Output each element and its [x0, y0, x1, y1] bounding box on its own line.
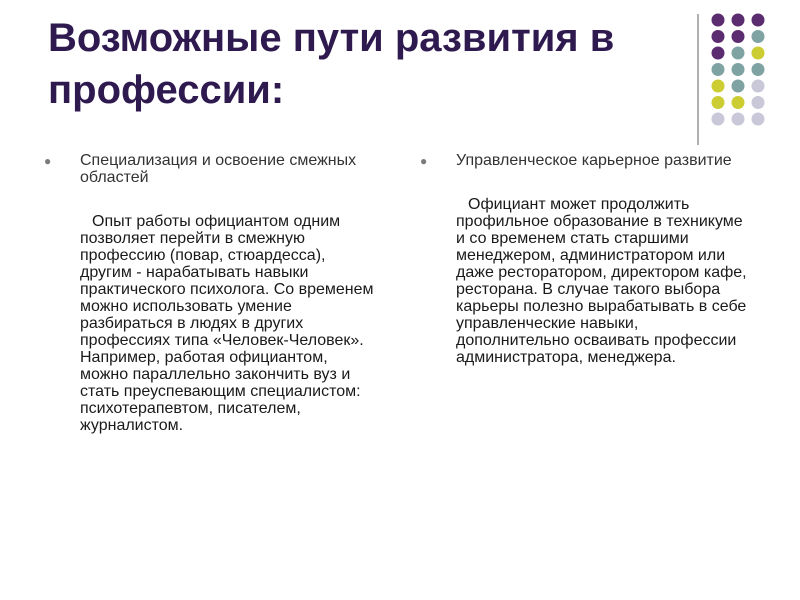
decorative-dot: [712, 96, 725, 109]
decorative-dot: [712, 30, 725, 43]
left-column: [44, 152, 374, 434]
decorative-dot: [712, 80, 725, 93]
decorative-dot: [752, 14, 765, 27]
right-column: [420, 152, 750, 366]
decorative-dot: [712, 47, 725, 60]
bullet-icon: ●: [44, 154, 52, 168]
left-bullet-heading: Специализация и освоение смежных областей: [80, 152, 357, 186]
decorative-dot-grid: [710, 12, 774, 132]
slide-title: Возможные пути развития в профессии:: [48, 16, 615, 112]
bullet-icon: ●: [420, 154, 428, 168]
right-bullet-heading: Управленческое карьерное развитие: [456, 152, 732, 169]
decorative-dot: [712, 14, 725, 27]
decorative-dot: [732, 113, 745, 126]
decorative-dot: [752, 96, 765, 109]
left-bullet: [44, 152, 374, 186]
left-paragraph: Опыт работы официантом одним позволяет перейти в смежную профессию (повар, стюардесса), другим - нарабатывать навыки практического психолога. Со временем можно использовать умение разбираться в людях в других профессиях типа «Человек-Человек». Например, работая официантом, можно параллельно закончить вуз и стать преуспевающим специалистом: психотерапевтом, писателем, журналистом.: [80, 213, 374, 434]
decorative-dot: [732, 47, 745, 60]
decorative-dot: [732, 30, 745, 43]
vertical-divider: [697, 14, 699, 145]
decorative-dot: [732, 80, 745, 93]
decorative-dot: [732, 63, 745, 76]
decorative-dot: [752, 80, 765, 93]
decorative-dot: [752, 47, 765, 60]
right-paragraph: Официант может продолжить профильное образование в техникуме и со временем стать старшими менеджером, администратором или даже ресторатором, директором кафе, ресторана. В случае такого выбора карьеры полезно вырабатывать в себе управленческие навыки, дополнительно осваивать профессии администратора, менеджера.: [456, 196, 747, 366]
decorative-dot: [752, 63, 765, 76]
decorative-dot: [712, 63, 725, 76]
decorative-dot: [712, 113, 725, 126]
decorative-dot: [732, 96, 745, 109]
right-bullet: [420, 152, 750, 169]
decorative-dot: [752, 30, 765, 43]
decorative-dot: [752, 113, 765, 126]
decorative-dot: [732, 14, 745, 27]
